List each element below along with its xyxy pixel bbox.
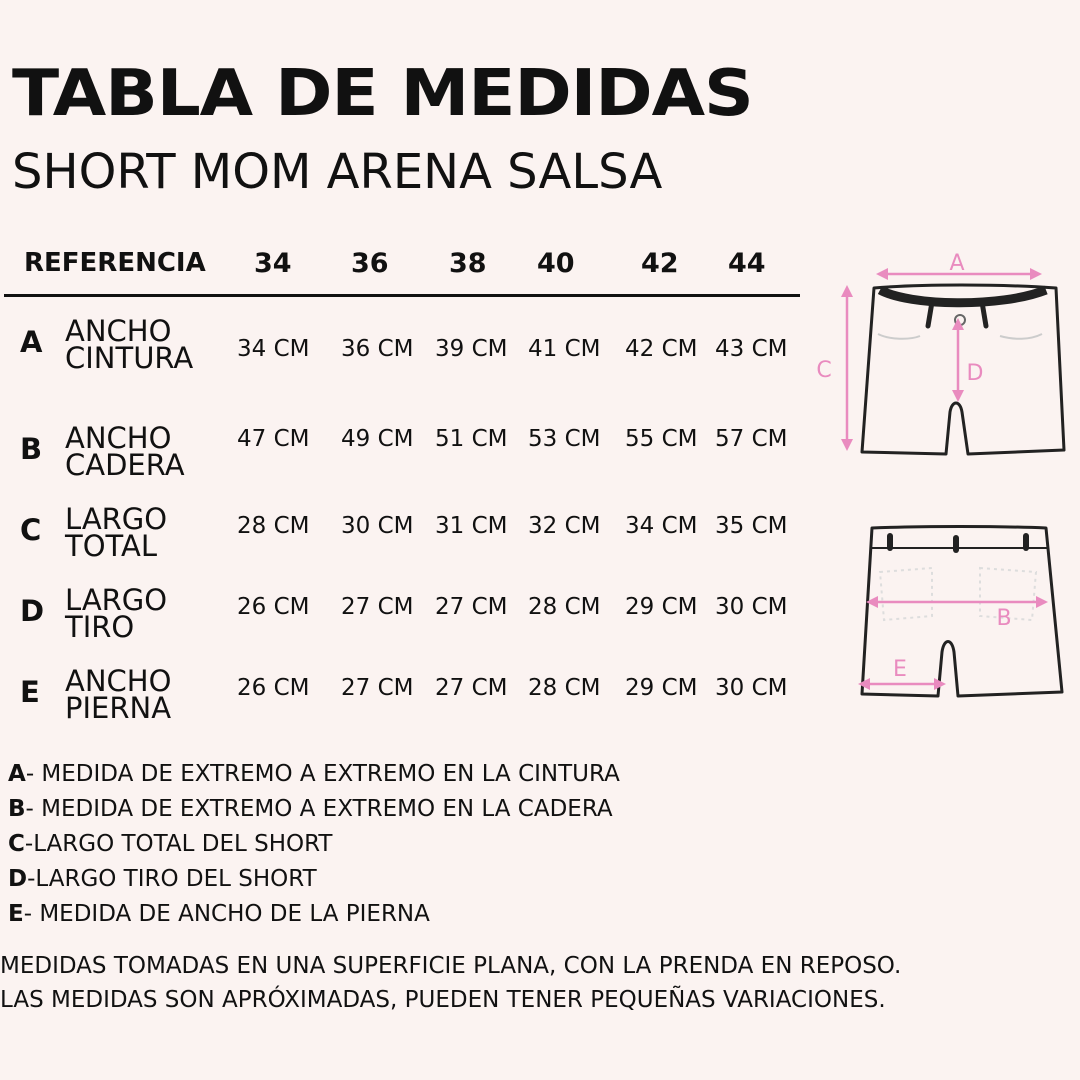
row-letter: B xyxy=(20,432,43,466)
note-text: - MEDIDA DE EXTREMO A EXTREMO EN LA CINTURA xyxy=(25,761,620,787)
note-text: - MEDIDA DE ANCHO DE LA PIERNA xyxy=(23,901,430,927)
row-label-line2: TIRO xyxy=(65,610,135,644)
page-subtitle: SHORT MOM ARENA SALSA xyxy=(12,144,663,200)
label-e: E xyxy=(893,657,907,682)
footer-line-1: MEDIDAS TOMADAS EN UNA SUPERFICIE PLANA, CON LA PRENDA EN REPOSO. xyxy=(0,953,902,979)
table-cell: 30 CM xyxy=(715,594,788,620)
table-cell: 51 CM xyxy=(435,426,508,452)
row-label-line2: CADERA xyxy=(65,448,185,482)
table-cell: 35 CM xyxy=(715,513,788,539)
row-letter: A xyxy=(20,325,43,359)
note-key: D xyxy=(8,866,28,892)
table-cell: 41 CM xyxy=(528,336,601,362)
note-b xyxy=(8,798,613,821)
row-letter: C xyxy=(20,513,42,547)
table-cell: 29 CM xyxy=(625,594,698,620)
label-d: D xyxy=(966,361,984,386)
table-cell: 28 CM xyxy=(237,513,310,539)
note-key: B xyxy=(8,796,26,822)
table-cell: 30 CM xyxy=(715,675,788,701)
measure-c-arrow xyxy=(841,285,853,451)
table-cell: 55 CM xyxy=(625,426,698,452)
table-cell: 53 CM xyxy=(528,426,601,452)
table-cell: 32 CM xyxy=(528,513,601,539)
reference-header: REFERENCIA xyxy=(24,248,206,278)
table-cell: 36 CM xyxy=(341,336,414,362)
table-cell: 27 CM xyxy=(341,675,414,701)
label-a: A xyxy=(949,251,965,276)
footer-line-2: LAS MEDIDAS SON APRÓXIMADAS, PUEDEN TENER PEQUEÑAS VARIACIONES. xyxy=(0,987,886,1013)
table-cell: 27 CM xyxy=(435,675,508,701)
note-d xyxy=(8,868,317,891)
table-cell: 28 CM xyxy=(528,675,601,701)
shorts-back-diagram xyxy=(840,520,1080,710)
note-key: E xyxy=(8,901,24,927)
row-label-line1: LARGO xyxy=(65,583,168,617)
row-label-line1: ANCHO xyxy=(65,664,172,698)
note-key: C xyxy=(8,831,25,857)
size-header-40: 40 xyxy=(537,248,575,279)
row-label-line2: TOTAL xyxy=(65,529,157,563)
table-cell: 43 CM xyxy=(715,336,788,362)
note-c xyxy=(8,833,332,856)
shorts-back-outline xyxy=(862,527,1062,697)
table-cell: 31 CM xyxy=(435,513,508,539)
note-e xyxy=(8,903,430,926)
row-letter: E xyxy=(20,675,40,709)
table-cell: 34 CM xyxy=(237,336,310,362)
table-cell: 49 CM xyxy=(341,426,414,452)
table-cell: 34 CM xyxy=(625,513,698,539)
table-cell: 39 CM xyxy=(435,336,508,362)
row-label-line1: ANCHO xyxy=(65,421,172,455)
note-text: - MEDIDA DE EXTREMO A EXTREMO EN LA CADERA xyxy=(25,796,613,822)
note-text: -LARGO TIRO DEL SHORT xyxy=(27,866,317,892)
table-cell: 57 CM xyxy=(715,426,788,452)
row-label-line1: LARGO xyxy=(65,502,168,536)
table-cell: 47 CM xyxy=(237,426,310,452)
label-b: B xyxy=(996,606,1012,631)
size-header-38: 38 xyxy=(449,248,487,279)
size-header-34: 34 xyxy=(254,248,292,279)
header-divider xyxy=(4,294,800,297)
table-cell: 27 CM xyxy=(341,594,414,620)
shorts-front-outline xyxy=(862,285,1064,454)
row-label-line1: ANCHO xyxy=(65,314,172,348)
size-header-36: 36 xyxy=(351,248,389,279)
note-key: A xyxy=(8,761,26,787)
note-a xyxy=(8,763,620,786)
table-cell: 30 CM xyxy=(341,513,414,539)
table-cell: 26 CM xyxy=(237,594,310,620)
shorts-front-diagram xyxy=(800,240,1080,470)
size-header-42: 42 xyxy=(641,248,679,279)
page-title: TABLA DE MEDIDAS xyxy=(12,57,753,131)
table-cell: 42 CM xyxy=(625,336,698,362)
label-c: C xyxy=(816,358,832,383)
note-text: -LARGO TOTAL DEL SHORT xyxy=(24,831,333,857)
table-cell: 26 CM xyxy=(237,675,310,701)
size-header-44: 44 xyxy=(728,248,766,279)
row-label-line2: CINTURA xyxy=(65,341,194,375)
row-label-line2: PIERNA xyxy=(65,691,172,725)
row-letter: D xyxy=(20,594,45,628)
table-cell: 29 CM xyxy=(625,675,698,701)
table-cell: 28 CM xyxy=(528,594,601,620)
table-cell: 27 CM xyxy=(435,594,508,620)
